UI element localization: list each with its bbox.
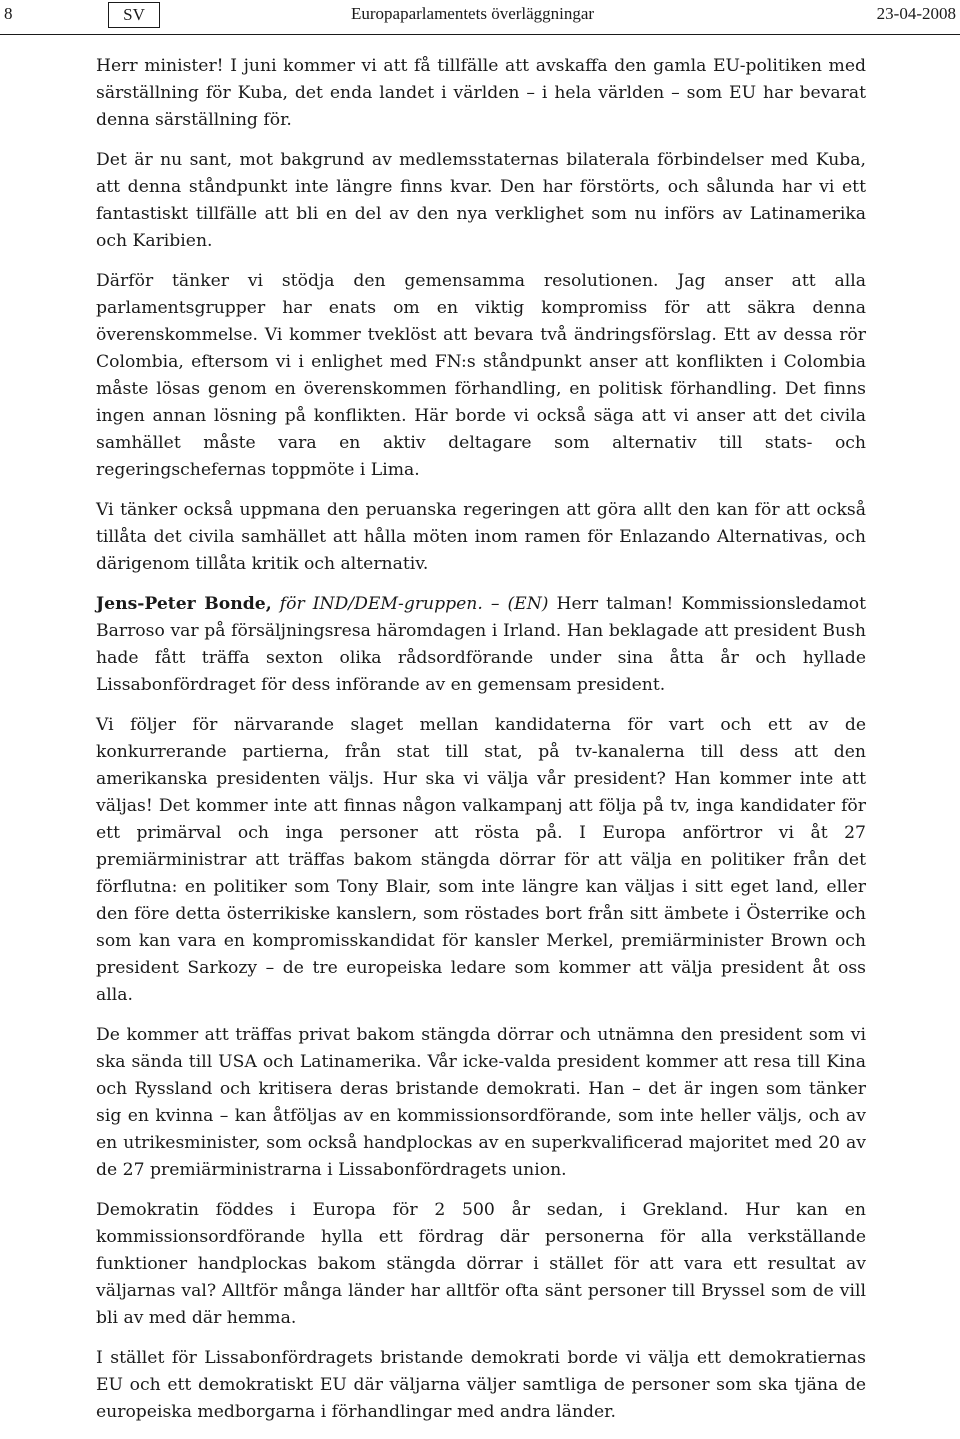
paragraph: Vi följer för närvarande slaget mellan kandidaterna för vart och ett av de konkurrerande partierna, från stat till stat, på tv-kanalerna till dess att den amerikanska presidenten väljs. Hur ska vi välja vår president? Han kommer inte att väljas! Det kommer inte att finnas någon valkampanj att följa på tv, inga kandidater för ett primärval och inga personer att rösta på. I Europa anförtror vi åt 27 premiärministrar att träffas bakom stängda dörrar för att välja en politiker från det förflutna: en politiker som Tony Blair, som inte längre kan väljas i sitt eget land, eller den före detta österrikiske kanslern, som röstades bort från sitt ämbete i Österrike och som kan vara en kompromisskandidat för kansler Merkel, premiärminister Brown och president Sarkozy – de tre europeiska ledare som kommer att välja president åt oss alla.	[96, 715, 866, 1005]
document-date: 23-04-2008	[876, 4, 956, 23]
header-divider	[0, 34, 960, 35]
paragraph: Demokratin föddes i Europa för 2 500 år sedan, i Grekland. Hur kan en kommissionsordförande hylla ett fördrag där personerna för alla verkställande funktioner handplockas bakom stängda dörrar i stället för att vara ett resultat av väljarnas val? Alltför många länder har alltför ofta sänt personer till Bryssel som de vill bli av med där hemma.	[96, 1200, 866, 1328]
document-body	[96, 53, 866, 1439]
speech-text: Herr talman! Kommissionsledamot Barroso var på försäljningsresa häromdagen i Irland. Han beklagade att president Bush hade fått träffa sexton olika rådsordförande under sina åtta år och hyllade Lissabonfördraget för dess införande av en gemensam president.	[96, 594, 867, 695]
paragraph: Därför tänker vi stödja den gemensamma resolutionen. Jag anser att alla parlamentsgrupper har enats om en viktig kompromiss för att säkra denna överenskommelse. Vi kommer tveklöst att bevara två ändringsförslag. Ett av dessa rör Colombia, eftersom vi i enlighet med FN:s ståndpunkt anser att konflikten i Colombia måste lösas genom en överenskommen förhandling, en politisk förhandling. Det finns ingen annan lösning på konflikten. Här borde vi också säga att vi anser att det civila samhället måste vara en aktiv deltagare som alternativ till stats- och regeringschefernas toppmöte i Lima.	[96, 271, 866, 480]
language-code-box: SV	[108, 2, 160, 28]
page-number: 8	[4, 4, 13, 23]
speaker-paragraph	[96, 591, 866, 699]
paragraph: De kommer att träffas privat bakom stängda dörrar och utnämna den president som vi ska sända till USA och Latinamerika. Vår icke-valda president kommer att resa till Kina och Ryssland och kritisera deras bristande demokrati. Han – det är ingen som tänker sig en kvinna – kan åtföljas av en kommissionsordförande, som inte heller väljs, och av en utrikesminister, som också handplockas av en superkvalificerad majoritet med 20 av de 27 premiärministrarna i Lissabonfördragets union.	[96, 1025, 866, 1180]
speaker-affiliation: för IND/DEM-gruppen. – (EN)	[279, 594, 549, 614]
paragraph: I stället för Lissabonfördragets bristande demokrati borde vi välja ett demokratiernas EU och ett demokratiskt EU där väljarna väljer samtliga de personer som ska tjäna de europeiska medborgarna i förhandlingar med andra länder.	[96, 1348, 866, 1422]
speaker-name: Jens-Peter Bonde,	[96, 594, 272, 614]
page-header	[0, 0, 960, 32]
paragraph: Vi tänker också uppmana den peruanska regeringen att göra allt den kan för att också tillåta det civila samhället att hålla möten inom ramen för Enlazando Alternativas, och därigenom tillåta kritik och alternativ.	[96, 500, 866, 574]
paragraph: Herr minister! I juni kommer vi att få tillfälle att avskaffa den gamla EU-politiken med särställning för Kuba, det enda landet i världen – i hela världen – som EU har bevarat denna särställning för.	[96, 56, 866, 130]
paragraph: Det är nu sant, mot bakgrund av medlemsstaternas bilaterala förbindelser med Kuba, att denna ståndpunkt inte längre finns kvar. Den har förstörts, och sålunda har vi ett fantastiskt tillfälle att bli en del av den nya verklighet som nu införs av Latinamerika och Karibien.	[96, 150, 866, 251]
document-title: Europaparlamentets överläggningar	[351, 4, 595, 23]
